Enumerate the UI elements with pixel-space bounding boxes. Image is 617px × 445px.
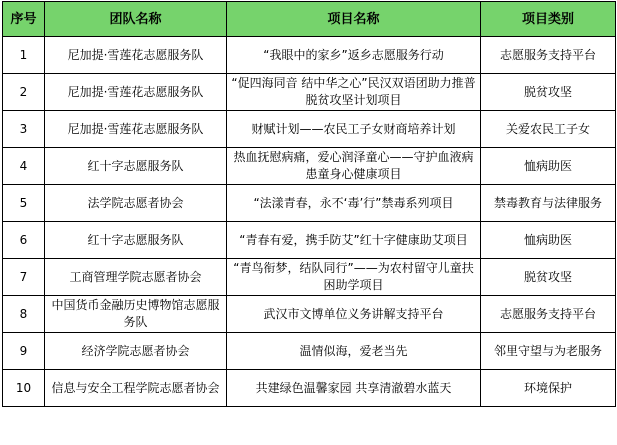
cell-category: 禁毒教育与法律服务 [481, 185, 616, 222]
header-row [3, 2, 616, 37]
cell-project: 热血抚慰病痛，爱心润泽童心——守护血液病患童身心健康项目 [227, 148, 481, 185]
cell-team: 中国货币金融历史博物馆志愿服务队 [45, 296, 227, 333]
header-project-category: 项目类别 [481, 2, 616, 37]
cell-category: 邻里守望与为老服务 [481, 333, 616, 370]
cell-category: 环境保护 [481, 370, 616, 407]
cell-team: 尼加提·雪莲花志愿服务队 [45, 37, 227, 74]
cell-index: 4 [3, 148, 45, 185]
project-table [2, 1, 616, 407]
table-body [3, 37, 616, 407]
cell-category: 恤病助医 [481, 148, 616, 185]
cell-team: 红十字志愿服务队 [45, 222, 227, 259]
cell-index: 6 [3, 222, 45, 259]
cell-project: “法漾青春，永不‘毒’行”禁毒系列项目 [227, 185, 481, 222]
cell-index: 5 [3, 185, 45, 222]
cell-project: 共建绿色温馨家园 共享清澈碧水蓝天 [227, 370, 481, 407]
table-row [3, 259, 616, 296]
cell-project: 财赋计划——农民工子女财商培养计划 [227, 111, 481, 148]
cell-category: 关爱农民工子女 [481, 111, 616, 148]
header-index: 序号 [3, 2, 45, 37]
table-row [3, 111, 616, 148]
table-row [3, 148, 616, 185]
cell-category: 志愿服务支持平台 [481, 37, 616, 74]
cell-team: 法学院志愿者协会 [45, 185, 227, 222]
cell-project: 温情似海，爱老当先 [227, 333, 481, 370]
cell-team: 尼加提·雪莲花志愿服务队 [45, 111, 227, 148]
table-row [3, 74, 616, 111]
cell-index: 8 [3, 296, 45, 333]
cell-index: 1 [3, 37, 45, 74]
table-row [3, 185, 616, 222]
table-row [3, 37, 616, 74]
table-row [3, 333, 616, 370]
header-project-name: 项目名称 [227, 2, 481, 37]
cell-team: 经济学院志愿者协会 [45, 333, 227, 370]
cell-team: 信息与安全工程学院志愿者协会 [45, 370, 227, 407]
cell-team: 红十字志愿服务队 [45, 148, 227, 185]
cell-team: 工商管理学院志愿者协会 [45, 259, 227, 296]
cell-project: 武汉市文博单位义务讲解支持平台 [227, 296, 481, 333]
cell-team: 尼加提·雪莲花志愿服务队 [45, 74, 227, 111]
cell-category: 恤病助医 [481, 222, 616, 259]
cell-project: “促四海同音 结中华之心”民汉双语团助力推普脱贫攻坚计划项目 [227, 74, 481, 111]
cell-index: 2 [3, 74, 45, 111]
cell-project: “青春有爱，携手防艾”红十字健康助艾项目 [227, 222, 481, 259]
cell-project: “我眼中的家乡”返乡志愿服务行动 [227, 37, 481, 74]
cell-category: 脱贫攻坚 [481, 259, 616, 296]
cell-index: 10 [3, 370, 45, 407]
table-row [3, 370, 616, 407]
cell-project: “青鸟衔梦，结队同行”——为农村留守儿童扶困助学项目 [227, 259, 481, 296]
cell-category: 志愿服务支持平台 [481, 296, 616, 333]
table-row [3, 222, 616, 259]
cell-index: 3 [3, 111, 45, 148]
table-header [3, 2, 616, 37]
cell-index: 9 [3, 333, 45, 370]
cell-index: 7 [3, 259, 45, 296]
table-row [3, 296, 616, 333]
cell-category: 脱贫攻坚 [481, 74, 616, 111]
header-team-name: 团队名称 [45, 2, 227, 37]
